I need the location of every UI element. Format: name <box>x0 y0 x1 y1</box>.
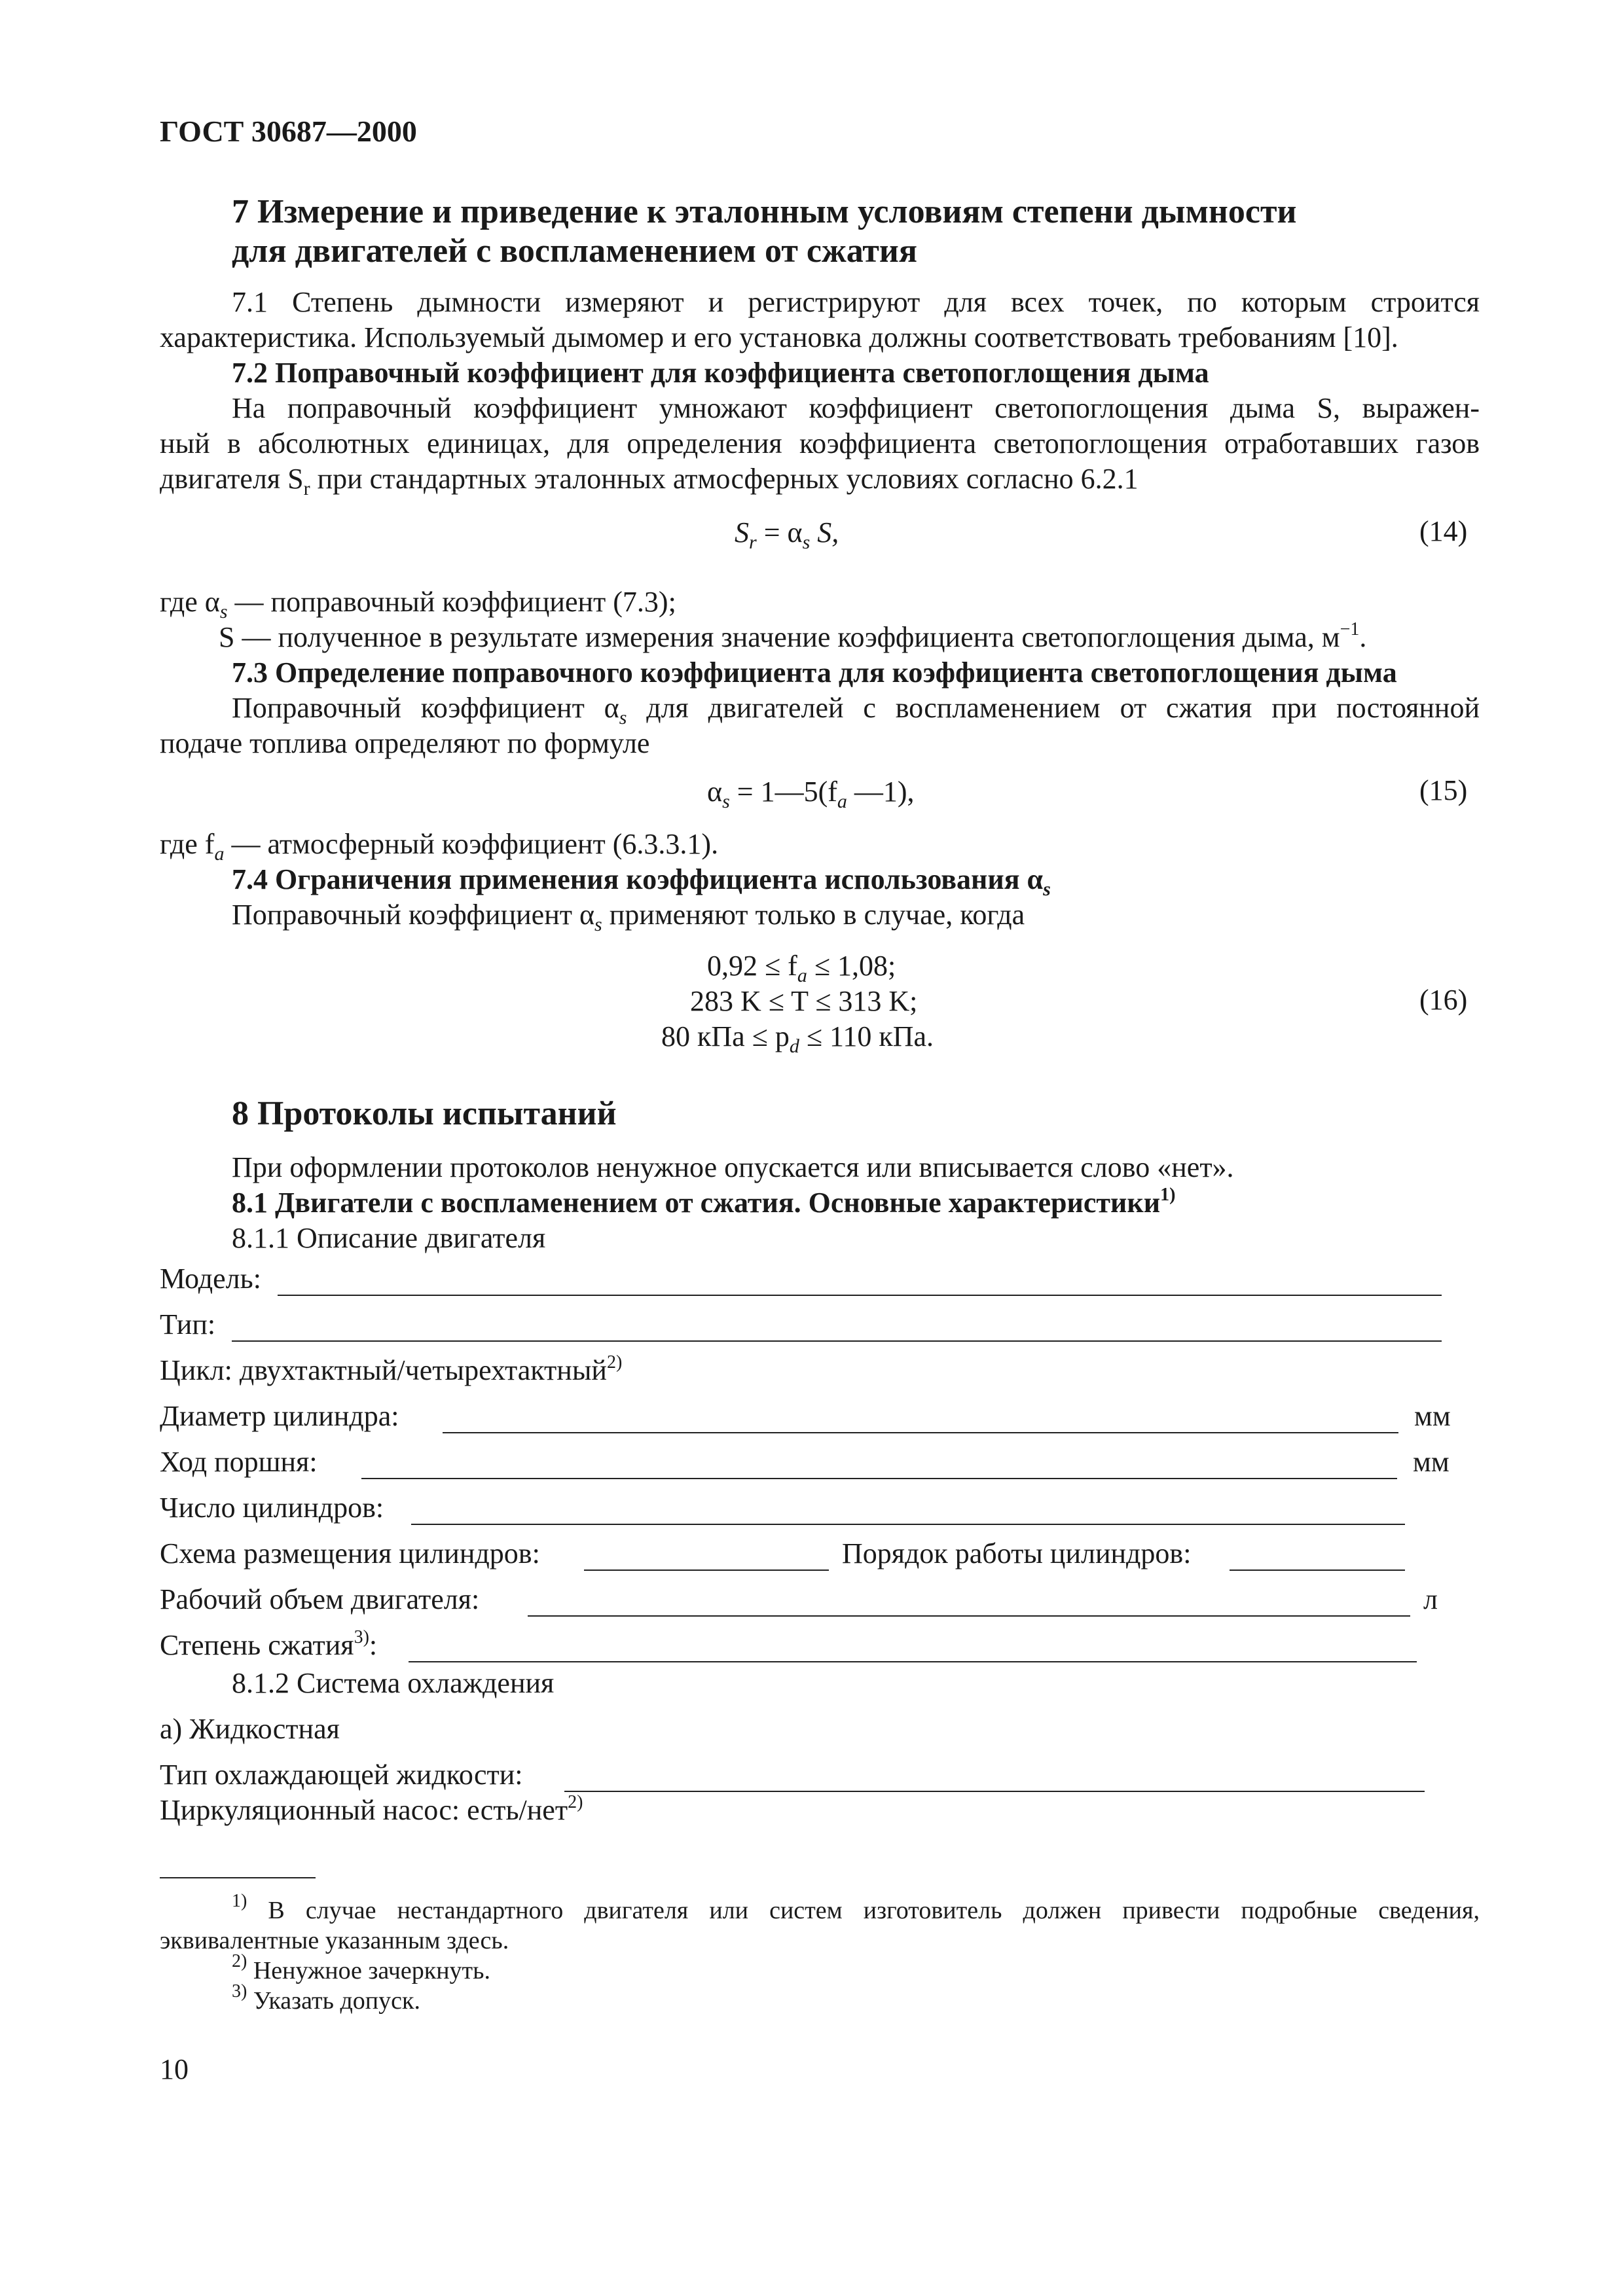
heading-7-2: 7.2 Поправочный коэффициент для коэффициента светопоглощения дыма <box>232 357 1209 389</box>
stroke-field[interactable] <box>361 1478 1397 1479</box>
compression-label: Степень сжатия$^{3)}$: <box>160 1627 378 1661</box>
pump-label: Циркуляционный насос: есть/нет$^{2)}$ <box>160 1792 583 1826</box>
stroke-unit: мм <box>1413 1446 1450 1478</box>
para-7-2-line1: На поправочный коэффициент умножают коэффициент светопоглощения дыма S, выражен- <box>232 392 1480 424</box>
footnote-1-line2: эквивалентные указанным здесь. <box>160 1927 509 1954</box>
equation-16-number: (16) <box>1419 984 1468 1016</box>
displacement-field[interactable] <box>528 1615 1410 1617</box>
equation-16-line2: 283 K ≤ T ≤ 313 K; <box>690 985 918 1017</box>
coolant-type-label: Тип охлаждающей жидкости: <box>160 1759 523 1791</box>
equation-14-number: (14) <box>1419 515 1468 547</box>
model-field[interactable] <box>278 1295 1442 1296</box>
para-7-3-line1: Поправочный коэффициент $\alpha_s$ для двигателей с воспламенением от сжатия при постоянной <box>232 692 1480 728</box>
heading-7-4: 7.4 Ограничения применения коэффициента использования $\alpha_s$ <box>232 863 1051 900</box>
equation-16-line1: $0,92 \le f_a \le 1,08$; <box>707 950 896 986</box>
cylinder-layout-field[interactable] <box>584 1570 829 1571</box>
cylinder-layout-label: Схема размещения цилиндров: <box>160 1537 540 1570</box>
cylinder-count-field[interactable] <box>411 1524 1405 1525</box>
section-8-title: 8 Протоколы испытаний <box>232 1095 617 1132</box>
para-7-2-line2: ный в абсолютных единицах, для определения коэффициента светопоглощения отработавших газов <box>160 427 1480 459</box>
footnote-1-line1: $^{1)}$ В случае нестандартного двигателя или систем изготовитель должен привести подробные сведения, <box>232 1891 1480 1924</box>
para-7-3-line2: подаче топлива определяют по формуле <box>160 727 650 759</box>
cycle-label: Цикл: двухтактный/четырехтактный$^{2)}$ <box>160 1352 623 1386</box>
cylinder-count-label: Число цилиндров: <box>160 1492 384 1524</box>
model-label: Модель: <box>160 1263 261 1295</box>
type-field[interactable] <box>232 1340 1442 1342</box>
compression-field[interactable] <box>409 1661 1417 1662</box>
equation-15-number: (15) <box>1419 774 1468 806</box>
bore-field[interactable] <box>443 1432 1398 1433</box>
heading-8-1-2: 8.1.2 Система охлаждения <box>232 1667 555 1699</box>
para-7-1-line2: характеристика. Используемый дымомер и его установка должны соответствовать требованиям [10]. <box>160 321 1398 353</box>
stroke-label: Ход поршня: <box>160 1446 318 1478</box>
para-7-2-line3: двигателя $S_r$ при стандартных эталонных атмосферных условиях согласно 6.2.1 <box>160 463 1139 499</box>
running-header: ГОСТ 30687—2000 <box>160 115 417 148</box>
where-14-line1: где $\alpha_s$ — поправочный коэффициент (7.3); <box>160 586 676 622</box>
bore-label: Диаметр цилиндра: <box>160 1400 399 1432</box>
footnote-separator <box>160 1877 316 1878</box>
bore-unit: мм <box>1414 1400 1451 1432</box>
equation-16-line3: 80 кПа ≤ $p_d \le 110$ кПа. <box>661 1020 934 1057</box>
section-8-intro: При оформлении протоколов ненужное опускается или вписывается слово «нет». <box>232 1151 1234 1183</box>
section-7-title-line2: для двигателей с воспламенением от сжатия <box>232 232 917 270</box>
displacement-unit: л <box>1423 1583 1438 1615</box>
equation-15: $\alpha_s$ = $1—5(f_a$ —1), <box>707 776 915 812</box>
displacement-label: Рабочий объем двигателя: <box>160 1583 480 1615</box>
firing-order-label: Порядок работы цилиндров: <box>842 1537 1192 1570</box>
para-7-4: Поправочный коэффициент $\alpha_s$ применяют только в случае, когда <box>232 899 1025 935</box>
where-14-line2: S — полученное в результате измерения значение коэффициента светопоглощения дыма, $м^{-1}$. <box>219 619 1367 653</box>
footnote-2: $^{2)}$ Ненужное зачеркнуть. <box>232 1951 490 1984</box>
firing-order-field[interactable] <box>1230 1570 1405 1571</box>
liquid-cooling-label: а) Жидкостная <box>160 1713 340 1745</box>
equation-14: $S_r = \alpha_s$ S, <box>735 516 839 553</box>
section-7-title-line1: 7 Измерение и приведение к эталонным условиям степени дымности <box>232 193 1297 230</box>
type-label: Тип: <box>160 1308 216 1340</box>
where-15: где $f_a$ — атмосферный коэффициент (6.3.3.1). <box>160 828 719 865</box>
page-number: 10 <box>160 2053 189 2085</box>
para-7-1-line1: 7.1 Степень дымности измеряют и регистрируют для всех точек, по которым строится <box>232 286 1480 318</box>
footnote-3: $^{3)}$ Указать допуск. <box>232 1981 420 2015</box>
heading-7-3: 7.3 Определение поправочного коэффициента для коэффициента светопоглощения дыма <box>232 656 1397 689</box>
coolant-type-field[interactable] <box>564 1791 1425 1792</box>
heading-8-1: 8.1 Двигатели с воспламенением от сжатия. Основные характеристики$^{1)}$ <box>232 1185 1176 1219</box>
heading-8-1-1: 8.1.1 Описание двигателя <box>232 1222 546 1254</box>
